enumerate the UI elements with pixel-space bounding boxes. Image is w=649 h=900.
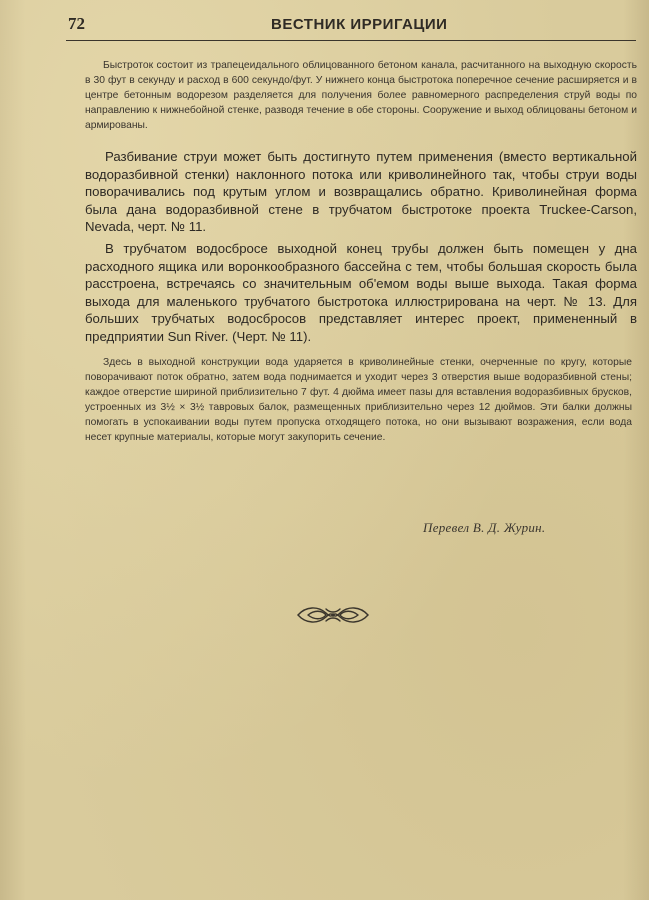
journal-title: ВЕСТНИК ИРРИГАЦИИ — [271, 16, 448, 33]
page-number: 72 — [68, 14, 85, 33]
paragraph-jet-breaking: Разбивание струи может быть достигнуто путем применения (вместо вертикальной водоразбивной стенки) наклонного потока или криволинейного так, чтобы струи воды поворачивались под крутым углом и возвращались обратно. Криволинейная форма была дана водоразбивной стене в трубчатом быстротоке проекта Truckee-Carson, Nevada, черт. № 11. — [85, 149, 637, 235]
paragraph-pipe-spillway: В трубчатом водосбросе выходной конец трубы должен быть помещен у дна расходного ящика или воронкообразного бассейна с тем, чтобы большая скорость была расстроена, встречаясь со значительным об'емом воды выше выхода. Такая форма выхода для маленького трубчатого быстротока иллюстрирована на черт. № 13. Для больших трубчатых водосбросов представляет интерес проект, примененный в предприятии Sun River. (Черт. № 11). — [85, 241, 637, 344]
flourish-ornament-icon — [296, 604, 370, 626]
paragraph-outlet-structure: Здесь в выходной конструкции вода ударяется в криволинейные стенки, очерченные по кругу, которые поворачивают поток обратно, затем вода поднимается и уходит через 3 отверстия выше водоразбивной стены; каждое отверстие шириной приблизительно 7 фут. 4 дюйма имеет пазы для вставления водоразбивных брусков, устроенных из 3½ × 3½ тавровых балок, размещенных приблизительно через 12 дюймов. Эти балки должны помогать в успокаивании воды путем пропуска отходящего потока, но они вызывают возражения, если вода несет крупные материалы, которые могут закупорить сечение. — [85, 357, 632, 443]
translator-signature: Перевел В. Д. Журин. — [423, 520, 546, 535]
page-header — [66, 12, 636, 41]
paragraph-chute-description: Быстроток состоит из трапецеидального облицованного бетоном канала, расчитанного на выходную скорость в 30 фут в секунду и расход в 600 секундо/фут. У нижнего конца быстротока поперечное сечение расширяется и в центре бетонным водорезом разделяется для получения более равномерного распределения струй воды по направлению к нижнебойной стенке, разводя течение в обе стороны. Сооружение и выход облицованы бетоном и армированы. — [85, 60, 637, 131]
